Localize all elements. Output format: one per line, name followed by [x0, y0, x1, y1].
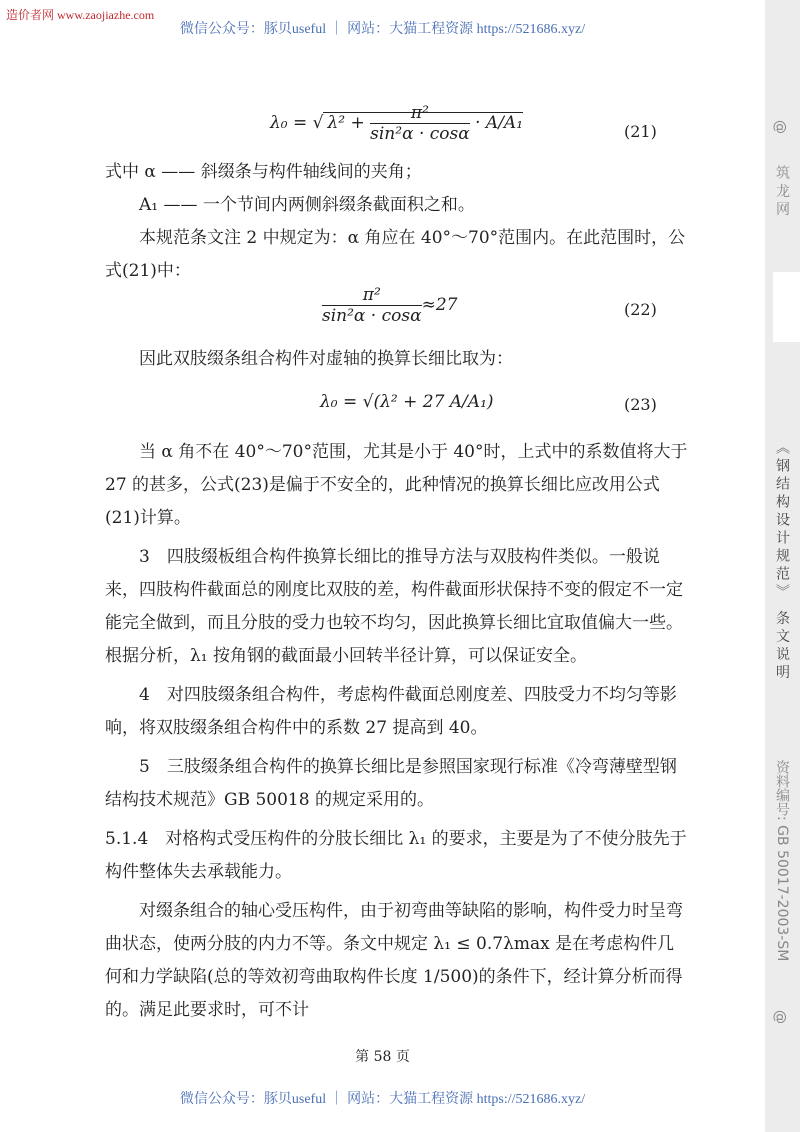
body-text	[105, 343, 690, 376]
equation-21: λ₀ = √ λ² + $\frac{\text{π²}}{\text{sin²α · cosα}}$ · A/A₁	[270, 103, 524, 144]
paragraph: 当 α 角不在 40°～70°范围，尤其是小于 40°时，上式中的系数值将大于 27 的甚多，公式(23)是偏于不安全的，此种情况的换算长细比应改用公式(21)计算。	[105, 442, 688, 528]
paragraph: 因此双肢缀条组合构件对虚轴的换算长细比取为：	[139, 349, 513, 369]
paragraph: 本规范条文注 2 中规定为：α 角应在 40°～70°范围内。在此范围时，公式(21)中：	[105, 228, 686, 281]
paragraph: 式中 α —— 斜缀条与构件轴线间的夹角；	[105, 162, 422, 182]
paragraph: 3 四肢缀板组合构件换算长细比的推导方法与双肢构件类似。一般说来，四肢构件截面总的刚度比双肢的差，构件截面形状保持不变的假定不一定能完全做到，而且分肢的受力也较不均匀，因此换算长细比宜取值偏大一些。根据分析，λ₁ 按角钢的截面最小回转半径计算，可以保证安全。	[105, 547, 683, 666]
site-watermark: 造价者网 www.zaojiazhe.com	[6, 8, 155, 22]
paragraph: 对缀条组合的轴心受压构件，由于初弯曲等缺陷的影响，构件受力时呈弯曲状态，使两分肢的内力不等。条文中规定 λ₁ ≤ 0.7λmax 是在考虑构件几何和力学缺陷(总的等效初弯曲取构件长度 1/500)的条件下，经计算分析而得的。满足此要求时，可不计	[105, 901, 683, 1020]
equation-22: $\frac{\text{π²}}{\text{sin²α · cosα}}$ ≈27	[322, 285, 458, 326]
sidebar-at-top: @	[772, 120, 788, 134]
paragraph: A₁ —— 一个节间内两侧斜缀条截面积之和。	[139, 195, 475, 215]
page-number: 第 58 页	[355, 1049, 410, 1065]
sidebar-title: 《钢结构设计规范》 条文说明	[774, 440, 790, 683]
sidebar-code: 资料编号: GB 50017-2003-SM	[774, 760, 790, 962]
body-text	[105, 436, 690, 1027]
paragraph: 4 对四肢缀条组合构件，考虑构件截面总刚度差、四肢受力不均匀等影响，将双肢缀条组合构件中的系数 27 提高到 40。	[105, 685, 677, 738]
sidebar-box	[773, 272, 800, 342]
equation-number-23: (23)	[624, 395, 657, 414]
body-text	[105, 156, 690, 288]
equation-number-22: (22)	[624, 300, 657, 319]
paragraph: 5 三肢缀条组合构件的换算长细比是参照国家现行标准《冷弯薄壁型钢结构技术规范》GB 50018 的规定采用的。	[105, 757, 677, 810]
sidebar-brand: 筑 龙 网	[774, 165, 790, 216]
paragraph: 5.1.4 对格构式受压构件的分肢长细比 λ₁ 的要求，主要是为了不使分肢先于构件整体失去承载能力。	[105, 829, 687, 882]
equation-23: λ₀ = √(λ² + 27 A/A₁)	[320, 392, 494, 412]
bottom-banner: 微信公众号：豚贝useful ｜ 网站：大猫工程资源 https://521686.xyz/	[179, 1092, 586, 1107]
sidebar-at-bottom: @	[772, 1010, 788, 1024]
equation-number-21: (21)	[624, 122, 657, 141]
top-banner: 微信公众号：豚贝useful ｜ 网站：大猫工程资源 https://521686.xyz/	[179, 22, 586, 37]
